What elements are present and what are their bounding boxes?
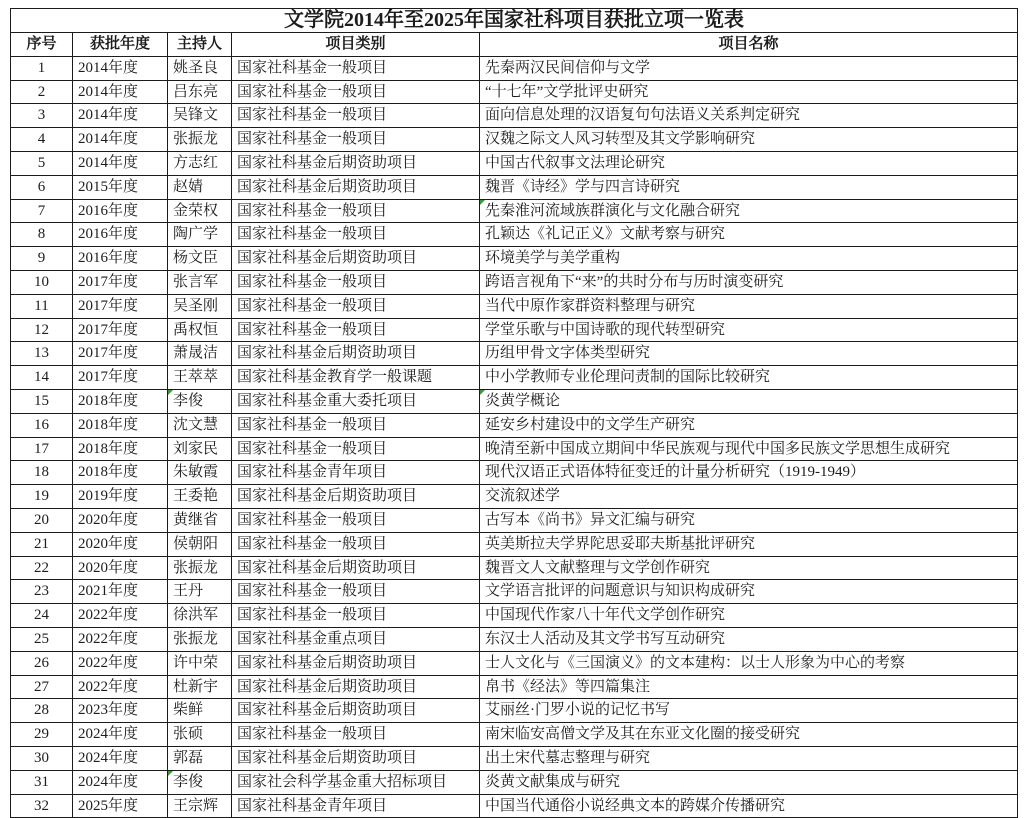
table-row <box>11 318 1018 342</box>
table-row <box>11 437 1018 461</box>
cell-no: 20 <box>11 508 73 532</box>
cell-year: 2017年度 <box>73 342 168 366</box>
cell-no: 3 <box>11 104 73 128</box>
cell-no: 15 <box>11 389 73 413</box>
cell-no: 29 <box>11 723 73 747</box>
cell-project: 炎黄学概论 <box>480 389 1018 413</box>
cell-year: 2022年度 <box>73 604 168 628</box>
cell-category: 国家社科基金后期资助项目 <box>232 247 480 271</box>
cell-no: 23 <box>11 580 73 604</box>
cell-project: 艾丽丝·门罗小说的记忆书写 <box>480 699 1018 723</box>
cell-host: 吴锋文 <box>168 104 232 128</box>
cell-project: 历组甲骨文字体类型研究 <box>480 342 1018 366</box>
cell-project: 文学语言批评的问题意识与知识构成研究 <box>480 580 1018 604</box>
cell-host: 刘家民 <box>168 437 232 461</box>
cell-project: 面向信息处理的汉语复句句法语义关系判定研究 <box>480 104 1018 128</box>
table-row <box>11 270 1018 294</box>
cell-no: 32 <box>11 794 73 818</box>
table-row <box>11 389 1018 413</box>
cell-project: 魏晋《诗经》学与四言诗研究 <box>480 175 1018 199</box>
cell-year: 2024年度 <box>73 770 168 794</box>
cell-project: “十七年”文学批评史研究 <box>480 80 1018 104</box>
column-header-year: 获批年度 <box>73 33 168 57</box>
cell-year: 2021年度 <box>73 580 168 604</box>
cell-no: 28 <box>11 699 73 723</box>
cell-project: 先秦两汉民间信仰与文学 <box>480 56 1018 80</box>
cell-project: 英美斯拉夫学界陀思妥耶夫斯基批评研究 <box>480 532 1018 556</box>
table-row <box>11 461 1018 485</box>
cell-error-indicator-icon <box>168 390 173 395</box>
cell-category: 国家社科基金后期资助项目 <box>232 675 480 699</box>
cell-category: 国家社科基金后期资助项目 <box>232 151 480 175</box>
cell-project: 延安乡村建设中的文学生产研究 <box>480 413 1018 437</box>
cell-year: 2020年度 <box>73 556 168 580</box>
cell-no: 7 <box>11 199 73 223</box>
cell-host: 禹权恒 <box>168 318 232 342</box>
cell-no: 26 <box>11 651 73 675</box>
table-row <box>11 342 1018 366</box>
cell-category: 国家社科基金一般项目 <box>232 508 480 532</box>
cell-host: 杜新宇 <box>168 675 232 699</box>
table-row <box>11 699 1018 723</box>
cell-year: 2017年度 <box>73 270 168 294</box>
cell-category: 国家社科基金一般项目 <box>232 580 480 604</box>
column-header-project: 项目名称 <box>480 33 1018 57</box>
cell-host: 沈文慧 <box>168 413 232 437</box>
cell-host: 李俊 <box>168 389 232 413</box>
cell-project: 现代汉语正式语体特征变迁的计量分析研究（1919-1949） <box>480 461 1018 485</box>
cell-no: 5 <box>11 151 73 175</box>
cell-category: 国家社科基金一般项目 <box>232 199 480 223</box>
cell-category: 国家社科基金青年项目 <box>232 461 480 485</box>
header-row <box>11 33 1018 57</box>
cell-category: 国家社科基金教育学一般课题 <box>232 366 480 390</box>
cell-year: 2014年度 <box>73 104 168 128</box>
cell-no: 30 <box>11 746 73 770</box>
cell-host: 张言军 <box>168 270 232 294</box>
cell-host: 王委艳 <box>168 485 232 509</box>
table-row <box>11 746 1018 770</box>
cell-year: 2014年度 <box>73 56 168 80</box>
cell-no: 4 <box>11 128 73 152</box>
cell-host: 李俊 <box>168 770 232 794</box>
cell-host: 许中荣 <box>168 651 232 675</box>
cell-category: 国家社科基金后期资助项目 <box>232 175 480 199</box>
table-row <box>11 485 1018 509</box>
table-row <box>11 508 1018 532</box>
cell-category: 国家社科基金一般项目 <box>232 437 480 461</box>
cell-project: 炎黄文献集成与研究 <box>480 770 1018 794</box>
cell-year: 2018年度 <box>73 437 168 461</box>
cell-host: 吕东亮 <box>168 80 232 104</box>
cell-host: 陶广学 <box>168 223 232 247</box>
cell-year: 2019年度 <box>73 485 168 509</box>
table-row <box>11 247 1018 271</box>
table-row <box>11 723 1018 747</box>
cell-no: 25 <box>11 627 73 651</box>
cell-year: 2016年度 <box>73 247 168 271</box>
cell-host: 王丹 <box>168 580 232 604</box>
cell-host: 萧晟洁 <box>168 342 232 366</box>
cell-year: 2023年度 <box>73 699 168 723</box>
cell-no: 18 <box>11 461 73 485</box>
table-row <box>11 794 1018 818</box>
table-row <box>11 580 1018 604</box>
cell-year: 2015年度 <box>73 175 168 199</box>
cell-host: 姚圣良 <box>168 56 232 80</box>
cell-project: 出土宋代墓志整理与研究 <box>480 746 1018 770</box>
cell-year: 2022年度 <box>73 627 168 651</box>
cell-no: 19 <box>11 485 73 509</box>
table-row <box>11 80 1018 104</box>
cell-year: 2017年度 <box>73 294 168 318</box>
cell-project: 当代中原作家群资料整理与研究 <box>480 294 1018 318</box>
cell-year: 2018年度 <box>73 389 168 413</box>
cell-year: 2024年度 <box>73 723 168 747</box>
cell-no: 16 <box>11 413 73 437</box>
cell-no: 11 <box>11 294 73 318</box>
table-row <box>11 151 1018 175</box>
table-row <box>11 651 1018 675</box>
cell-no: 14 <box>11 366 73 390</box>
cell-host: 侯朝阳 <box>168 532 232 556</box>
cell-category: 国家社科基金一般项目 <box>232 56 480 80</box>
cell-project: 环境美学与美学重构 <box>480 247 1018 271</box>
cell-category: 国家社科基金后期资助项目 <box>232 342 480 366</box>
title-row <box>11 9 1018 33</box>
table-row <box>11 532 1018 556</box>
table-row <box>11 413 1018 437</box>
table-row <box>11 128 1018 152</box>
cell-category: 国家社科基金后期资助项目 <box>232 485 480 509</box>
cell-no: 21 <box>11 532 73 556</box>
cell-project: 跨语言视角下“来”的共时分布与历时演变研究 <box>480 270 1018 294</box>
cell-host: 张振龙 <box>168 556 232 580</box>
cell-category: 国家社科基金一般项目 <box>232 294 480 318</box>
cell-host: 朱敏霞 <box>168 461 232 485</box>
cell-host: 金荣权 <box>168 199 232 223</box>
cell-category: 国家社科基金一般项目 <box>232 223 480 247</box>
table-row <box>11 104 1018 128</box>
cell-host: 吴圣刚 <box>168 294 232 318</box>
cell-host: 郭磊 <box>168 746 232 770</box>
cell-year: 2020年度 <box>73 532 168 556</box>
cell-host: 杨文臣 <box>168 247 232 271</box>
cell-no: 22 <box>11 556 73 580</box>
cell-no: 2 <box>11 80 73 104</box>
cell-category: 国家社科基金一般项目 <box>232 723 480 747</box>
projects-table <box>10 8 1018 818</box>
column-header-category: 项目类别 <box>232 33 480 57</box>
cell-category: 国家社科基金一般项目 <box>232 128 480 152</box>
table-row <box>11 294 1018 318</box>
cell-category: 国家社科基金后期资助项目 <box>232 746 480 770</box>
table-row <box>11 56 1018 80</box>
cell-no: 17 <box>11 437 73 461</box>
cell-error-indicator-icon <box>480 390 485 395</box>
cell-year: 2014年度 <box>73 80 168 104</box>
table-row <box>11 223 1018 247</box>
cell-year: 2018年度 <box>73 461 168 485</box>
cell-project: 晚清至新中国成立期间中华民族观与现代中国多民族文学思想生成研究 <box>480 437 1018 461</box>
cell-host: 张硕 <box>168 723 232 747</box>
cell-category: 国家社科基金一般项目 <box>232 80 480 104</box>
cell-year: 2020年度 <box>73 508 168 532</box>
cell-no: 10 <box>11 270 73 294</box>
column-header-host: 主持人 <box>168 33 232 57</box>
cell-host: 赵婧 <box>168 175 232 199</box>
cell-project: 先秦淮河流域族群演化与文化融合研究 <box>480 199 1018 223</box>
cell-category: 国家社科基金一般项目 <box>232 270 480 294</box>
cell-no: 27 <box>11 675 73 699</box>
cell-year: 2022年度 <box>73 651 168 675</box>
cell-project: 孔颖达《礼记正义》文献考察与研究 <box>480 223 1018 247</box>
cell-project: 中国古代叙事文法理论研究 <box>480 151 1018 175</box>
cell-error-indicator-icon <box>168 771 173 776</box>
cell-category: 国家社科基金后期资助项目 <box>232 556 480 580</box>
cell-year: 2022年度 <box>73 675 168 699</box>
cell-project: 古写本《尚书》异文汇编与研究 <box>480 508 1018 532</box>
cell-year: 2018年度 <box>73 413 168 437</box>
table-row <box>11 604 1018 628</box>
column-header-no: 序号 <box>11 33 73 57</box>
cell-host: 柴鲜 <box>168 699 232 723</box>
cell-no: 9 <box>11 247 73 271</box>
cell-no: 13 <box>11 342 73 366</box>
table-row <box>11 556 1018 580</box>
cell-category: 国家社科基金一般项目 <box>232 104 480 128</box>
cell-year: 2014年度 <box>73 151 168 175</box>
cell-category: 国家社科基金青年项目 <box>232 794 480 818</box>
cell-host: 黄继省 <box>168 508 232 532</box>
cell-category: 国家社科基金后期资助项目 <box>232 699 480 723</box>
cell-year: 2017年度 <box>73 318 168 342</box>
cell-no: 31 <box>11 770 73 794</box>
cell-category: 国家社科基金重大委托项目 <box>232 389 480 413</box>
cell-year: 2016年度 <box>73 199 168 223</box>
cell-year: 2024年度 <box>73 746 168 770</box>
cell-year: 2016年度 <box>73 223 168 247</box>
cell-category: 国家社科基金一般项目 <box>232 532 480 556</box>
cell-project: 汉魏之际文人风习转型及其文学影响研究 <box>480 128 1018 152</box>
cell-host: 张振龙 <box>168 627 232 651</box>
table-row <box>11 770 1018 794</box>
cell-category: 国家社科基金一般项目 <box>232 413 480 437</box>
cell-host: 方志红 <box>168 151 232 175</box>
cell-host: 徐洪军 <box>168 604 232 628</box>
page-title: 文学院2014年至2025年国家社科项目获批立项一览表 <box>11 9 1018 33</box>
table-row <box>11 366 1018 390</box>
cell-no: 6 <box>11 175 73 199</box>
cell-project: 士人文化与《三国演义》的文本建构：以士人形象为中心的考察 <box>480 651 1018 675</box>
cell-project: 中小学教师专业伦理问责制的国际比较研究 <box>480 366 1018 390</box>
cell-project: 中国当代通俗小说经典文本的跨媒介传播研究 <box>480 794 1018 818</box>
cell-category: 国家社会科学基金重大招标项目 <box>232 770 480 794</box>
cell-no: 1 <box>11 56 73 80</box>
cell-year: 2025年度 <box>73 794 168 818</box>
table-row <box>11 199 1018 223</box>
cell-project: 南宋临安高僧文学及其在东亚文化圈的接受研究 <box>480 723 1018 747</box>
cell-year: 2017年度 <box>73 366 168 390</box>
table-row <box>11 627 1018 651</box>
cell-no: 8 <box>11 223 73 247</box>
cell-host: 张振龙 <box>168 128 232 152</box>
cell-category: 国家社科基金重点项目 <box>232 627 480 651</box>
cell-project: 交流叙述学 <box>480 485 1018 509</box>
cell-category: 国家社科基金一般项目 <box>232 604 480 628</box>
cell-category: 国家社科基金一般项目 <box>232 318 480 342</box>
cell-host: 王宗辉 <box>168 794 232 818</box>
cell-project: 学堂乐歌与中国诗歌的现代转型研究 <box>480 318 1018 342</box>
cell-year: 2014年度 <box>73 128 168 152</box>
cell-project: 东汉士人活动及其文学书写互动研究 <box>480 627 1018 651</box>
table-row <box>11 175 1018 199</box>
cell-host: 王萃萃 <box>168 366 232 390</box>
cell-project: 帛书《经法》等四篇集注 <box>480 675 1018 699</box>
cell-no: 24 <box>11 604 73 628</box>
table-row <box>11 675 1018 699</box>
table-body <box>11 56 1018 818</box>
cell-category: 国家社科基金后期资助项目 <box>232 651 480 675</box>
cell-error-indicator-icon <box>480 200 485 205</box>
cell-project: 中国现代作家八十年代文学创作研究 <box>480 604 1018 628</box>
cell-project: 魏晋文人文献整理与文学创作研究 <box>480 556 1018 580</box>
cell-no: 12 <box>11 318 73 342</box>
